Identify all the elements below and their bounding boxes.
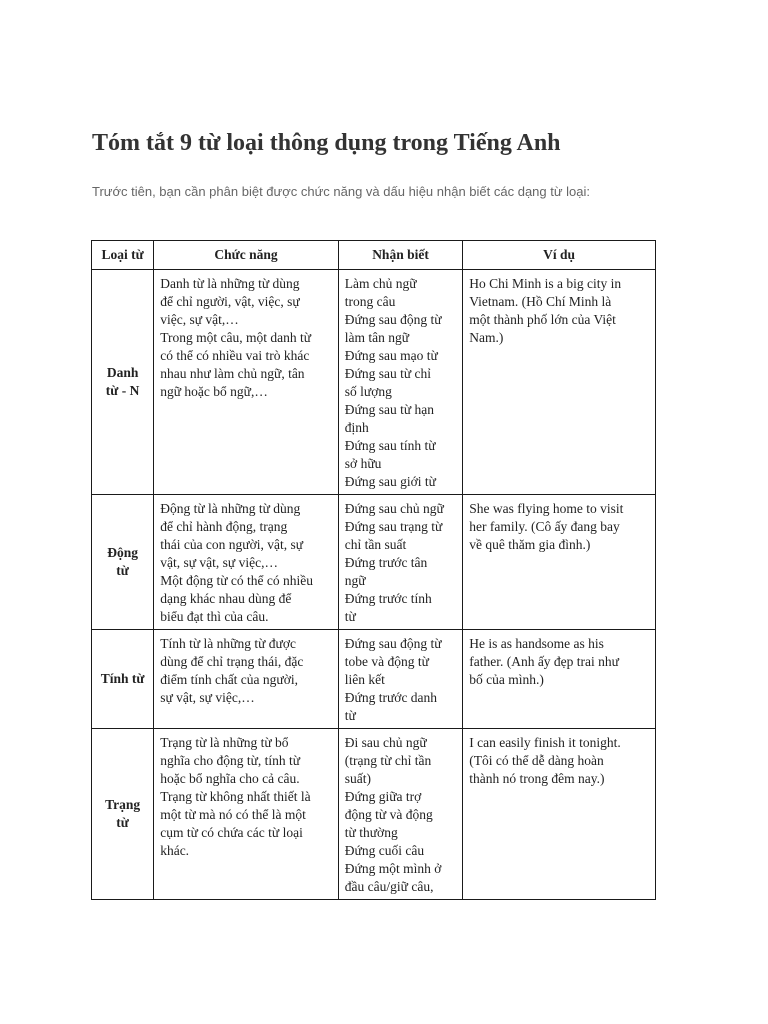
cell-text-line: từ <box>344 609 356 624</box>
cell-text-line: nhau như làm chủ ngữ, tân <box>160 366 305 381</box>
cell-text-line: Đứng sau từ hạn <box>344 402 435 417</box>
cell-text-line: từ <box>344 708 356 723</box>
table-row <box>92 270 656 495</box>
cell-text-line: đầu câu/giữ câu, <box>344 879 434 894</box>
cell-text-line: (trạng từ chỉ tần <box>344 753 432 768</box>
cell-text-line: Tính từ <box>100 671 145 686</box>
cell-text-line: Đứng sau động từ <box>344 636 442 651</box>
cell-text-line: Một động từ có thể có nhiều <box>160 573 313 588</box>
cell-text-line: Danh từ là những từ dùng <box>160 276 300 291</box>
cell-text-line: Đứng sau tính từ <box>344 438 436 453</box>
word-type-cell <box>92 270 154 495</box>
cell-text-line: Đứng sau động từ <box>344 312 442 327</box>
cell-text-line: Nam.) <box>469 330 504 345</box>
cell-text-line: Tính từ là những từ được <box>160 636 296 651</box>
header-signs: Nhận biết <box>338 241 462 270</box>
cell-text-line: cụm từ có chứa các từ loại <box>160 825 303 840</box>
cell-text-line: bố của mình.) <box>469 672 544 687</box>
cell-text-line: Đứng giữa trợ <box>344 789 422 804</box>
function-cell <box>154 495 339 630</box>
cell-text-line: ngữ <box>344 573 366 588</box>
cell-text-line: Đứng sau mạo từ <box>344 348 438 363</box>
function-cell <box>154 729 339 900</box>
cell-text-line: từ - N <box>105 383 140 398</box>
cell-text-line: Đứng trước tính <box>344 591 432 606</box>
signs-cell <box>338 729 462 900</box>
word-type-cell <box>92 630 154 729</box>
cell-text-line: số lượng <box>344 384 392 399</box>
table-row <box>92 495 656 630</box>
cell-text-line: Đứng trước danh <box>344 690 438 705</box>
word-types-table <box>91 240 656 900</box>
cell-text-line: có thể có nhiều vai trò khác <box>160 348 310 363</box>
cell-text-line: sở hữu <box>344 456 382 471</box>
word-type-cell <box>92 495 154 630</box>
example-cell <box>463 630 656 729</box>
page-title: Tóm tắt 9 từ loại thông dụng trong Tiếng Anh <box>92 130 561 156</box>
cell-text-line: ngữ hoặc bổ ngữ,… <box>160 384 268 399</box>
cell-text-line: để chỉ người, vật, việc, sự <box>160 294 300 309</box>
cell-text-line: Đứng cuối câu <box>344 843 425 858</box>
cell-text-line: vật, sự vật, sự việc,… <box>160 555 278 570</box>
cell-text-line: Đứng sau chủ ngữ <box>344 501 444 516</box>
cell-text-line: biểu đạt thì của câu. <box>160 609 269 624</box>
table-row <box>92 630 656 729</box>
cell-text-line: nghĩa cho động từ, tính từ <box>160 753 301 768</box>
cell-text-line: định <box>344 420 369 435</box>
cell-text-line: She was flying home to visit <box>469 501 624 516</box>
cell-text-line: từ <box>116 563 129 578</box>
cell-text-line: suất) <box>344 771 372 786</box>
intro-paragraph: Trước tiên, bạn cần phân biệt được chức năng và dấu hiệu nhận biết các dạng từ loại: <box>92 184 591 199</box>
cell-text-line: Đứng sau từ chỉ <box>344 366 432 381</box>
signs-cell <box>338 630 462 729</box>
cell-text-line: từ <box>116 815 129 830</box>
cell-text-line: dùng để chỉ trạng thái, đặc <box>160 654 304 669</box>
cell-text-line: Đứng một mình ở <box>344 861 442 876</box>
cell-text-line: sự vật, sự việc,… <box>160 690 255 705</box>
example-cell <box>463 270 656 495</box>
cell-text-line: Ho Chi Minh is a big city in <box>469 276 622 291</box>
cell-text-line: hoặc bổ nghĩa cho cả câu. <box>160 771 300 786</box>
table-body <box>92 270 656 900</box>
example-cell <box>463 495 656 630</box>
header-type: Loại từ <box>92 241 154 270</box>
cell-text-line: father. (Anh ấy đẹp trai như <box>469 654 619 669</box>
cell-text-line: Đứng sau trạng từ <box>344 519 443 534</box>
cell-text-line: tobe và động từ <box>344 654 429 669</box>
cell-text-line: thành nó trong đêm nay.) <box>469 771 605 786</box>
cell-text-line: về quê thăm gia đình.) <box>469 537 591 552</box>
cell-text-line: Trong một câu, một danh từ <box>160 330 312 345</box>
cell-text-line: một từ mà nó có thể là một <box>160 807 306 822</box>
signs-cell <box>338 495 462 630</box>
cell-text-line: Trạng từ không nhất thiết là <box>160 789 311 804</box>
cell-text-line: việc, sự vật,… <box>160 312 239 327</box>
function-cell <box>154 630 339 729</box>
cell-text-line: động từ và động <box>344 807 433 822</box>
header-function: Chức năng <box>154 241 339 270</box>
cell-text-line: Đứng trước tân <box>344 555 428 570</box>
cell-text-line: từ thường <box>344 825 398 840</box>
cell-text-line: (Tôi có thể dễ dàng hoàn <box>469 753 604 768</box>
cell-text-line: trong câu <box>344 294 396 309</box>
cell-text-line: làm tân ngữ <box>344 330 410 345</box>
cell-text-line: để chỉ hành động, trạng <box>160 519 288 534</box>
cell-text-line: thái của con người, vật, sự <box>160 537 304 552</box>
cell-text-line: Đứng sau giới từ <box>344 474 436 489</box>
cell-text-line: liên kết <box>344 672 385 687</box>
cell-text-line: Làm chủ ngữ <box>344 276 417 291</box>
cell-text-line: Danh <box>106 365 139 380</box>
cell-text-line: điểm tính chất của người, <box>160 672 298 687</box>
cell-text-line: Trạng <box>105 797 141 812</box>
cell-text-line: Đi sau chủ ngữ <box>344 735 427 750</box>
cell-text-line: Vietnam. (Hồ Chí Minh là <box>469 294 612 309</box>
header-example: Ví dụ <box>463 241 656 270</box>
cell-text-line: dạng khác nhau dùng để <box>160 591 292 606</box>
cell-text-line: một thành phố lớn của Việt <box>469 312 616 327</box>
table-header-row <box>92 241 656 270</box>
cell-text-line: khác. <box>160 843 190 858</box>
signs-cell <box>338 270 462 495</box>
cell-text-line: her family. (Cô ấy đang bay <box>469 519 620 534</box>
cell-text-line: Động từ là những từ dùng <box>160 501 301 516</box>
example-cell <box>463 729 656 900</box>
table-row <box>92 729 656 900</box>
cell-text-line: I can easily finish it tonight. <box>469 735 621 750</box>
cell-text-line: Trạng từ là những từ bổ <box>160 735 289 750</box>
cell-text-line: chỉ tần suất <box>344 537 407 552</box>
cell-text-line: Động <box>107 545 138 560</box>
function-cell <box>154 270 339 495</box>
cell-text-line: He is as handsome as his <box>469 636 604 651</box>
word-type-cell <box>92 729 154 900</box>
